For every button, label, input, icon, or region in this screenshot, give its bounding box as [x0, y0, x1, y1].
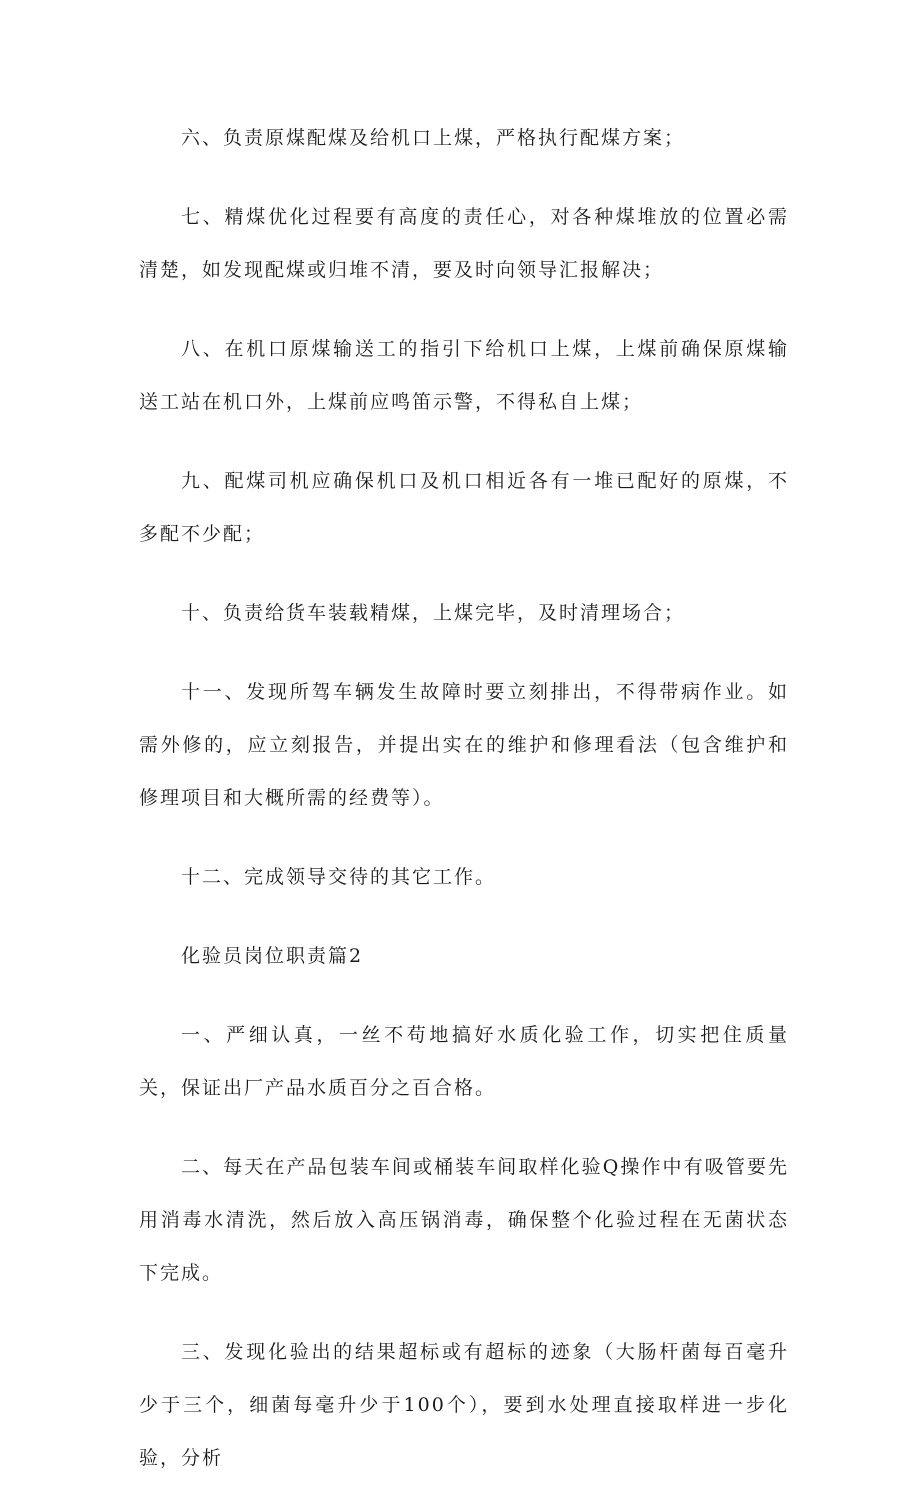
paragraph-item-12: 十二、完成领导交待的其它工作。	[181, 866, 497, 888]
section-heading: 化验员岗位职责篇2	[181, 945, 364, 967]
paragraph-item-6: 六、负责原煤配煤及给机口上煤，严格执行配煤方案；	[181, 127, 686, 149]
document-body	[139, 112, 789, 1511]
section-paragraph-2: 二、每天在产品包装车间或桶装车间取样化验Q操作中有吸管要先用消毒水清洗，然后放入高压锅消毒，确保整个化验过程在无菌状态下完成。	[139, 1156, 789, 1284]
paragraph-item-11: 十一、发现所驾车辆发生故障时要立刻排出，不得带病作业。如需外修的，应立刻报告，并提出实在的维护和修理看法（包含维护和修理项目和大概所需的经费等）。	[139, 681, 789, 809]
paragraph-item-9: 九、配煤司机应确保机口及机口相近各有一堆已配好的原煤，不多配不少配；	[139, 470, 789, 545]
paragraph-item-7: 七、精煤优化过程要有高度的责任心，对各种煤堆放的位置必需清楚，如发现配煤或归堆不清，要及时向领导汇报解决；	[139, 206, 789, 281]
paragraph-item-8: 八、在机口原煤输送工的指引下给机口上煤，上煤前确保原煤输送工站在机口外，上煤前应鸣笛示警，不得私自上煤；	[139, 338, 789, 413]
paragraph-item-10: 十、负责给货车装载精煤，上煤完毕，及时清理场合；	[181, 602, 686, 624]
section-paragraph-1: 一、严细认真，一丝不苟地搞好水质化验工作，切实把住质量关，保证出厂产品水质百分之百合格。	[139, 1024, 789, 1099]
section-paragraph-3: 三、发现化验出的结果超标或有超标的迹象（大肠杆菌每百毫升少于三个，细菌每毫升少于100个），要到水处理直接取样进一步化验，分析	[139, 1341, 789, 1469]
